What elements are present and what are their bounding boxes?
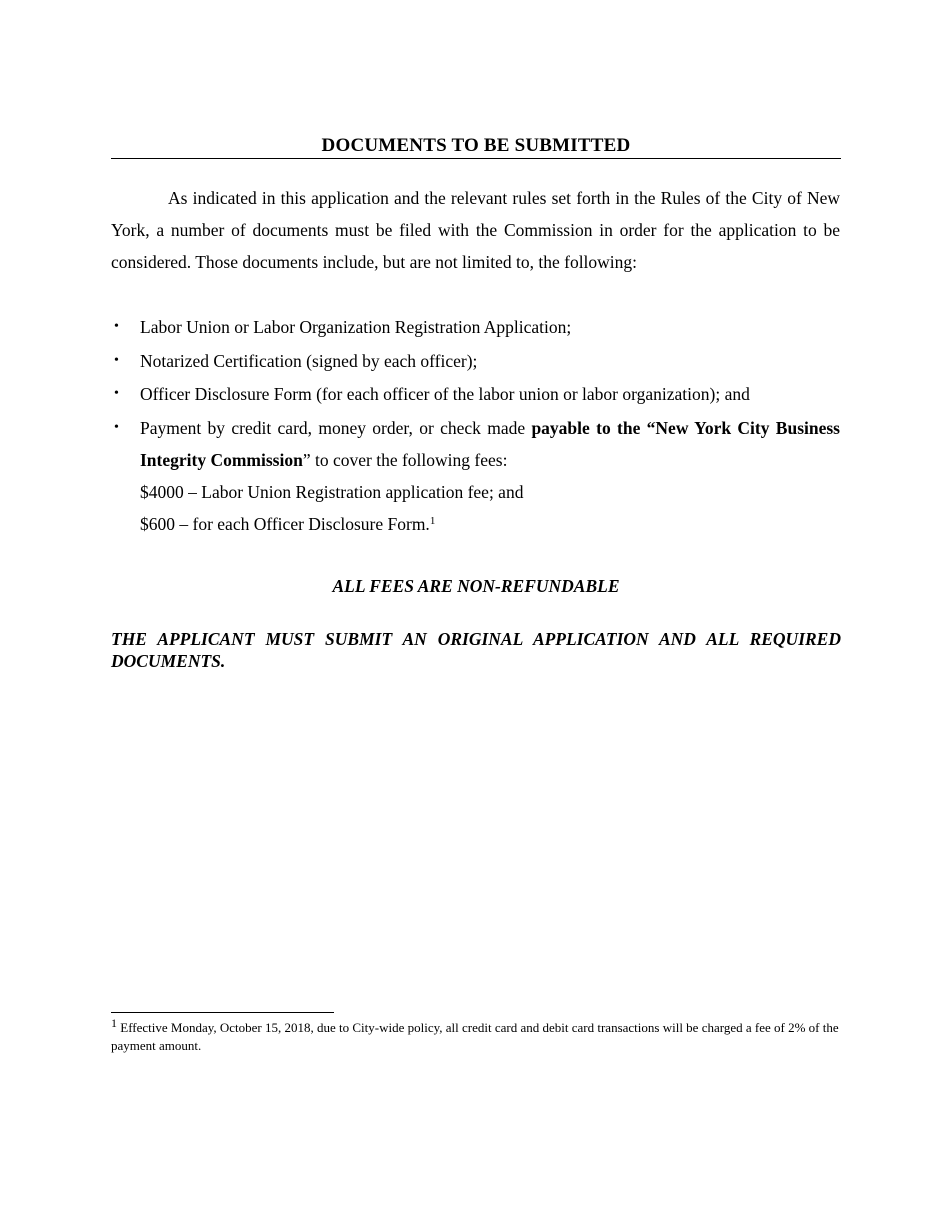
list-item <box>111 345 840 377</box>
bullet-icon: • <box>114 352 119 368</box>
footnote-text: Effective Monday, October 15, 2018, due to City-wide policy, all credit card and debit card transactions will be charged a fee of 2% of the payment amount. <box>111 1020 839 1053</box>
footnote-separator <box>111 1012 334 1013</box>
payment-text-a: Payment by credit card, money order, or check made <box>140 417 532 438</box>
submission-notice: THE APPLICANT MUST SUBMIT AN ORIGINAL APPLICATION AND ALL REQUIRED DOCUMENTS. <box>111 629 841 671</box>
documents-list <box>111 311 840 541</box>
bullet-icon: • <box>114 419 119 435</box>
fee-line-disclosure <box>140 508 840 540</box>
payment-instructions <box>140 412 840 476</box>
footnote <box>111 1016 841 1055</box>
page-title: DOCUMENTS TO BE SUBMITTED <box>321 135 631 156</box>
footnote-marker: 1 <box>111 1016 117 1030</box>
list-item <box>111 311 840 343</box>
footnote-reference: 1 <box>429 514 436 527</box>
list-item <box>111 378 840 410</box>
nonrefundable-notice: ALL FEES ARE NON-REFUNDABLE <box>332 576 620 596</box>
bullet-icon: • <box>114 319 119 334</box>
list-item-text: Notarized Certification (signed by each officer); <box>140 350 478 371</box>
list-item-text: Officer Disclosure Form (for each officer of the labor union or labor organization); and <box>140 384 750 404</box>
payee-name: payable to the “New York City Business Integrity Commission <box>140 417 840 470</box>
intro-paragraph: As indicated in this application and the relevant rules set forth in the Rules of the City of New York, a number of documents must be filed with the Commission in order for the application to be considered. Those documents include, but are not limited to, the following: <box>111 188 840 272</box>
payment-text-b: ” to cover the following fees: <box>302 449 508 470</box>
fee-disclosure-text: $600 – for each Officer Disclosure Form. <box>140 513 430 534</box>
title-underline <box>111 158 841 159</box>
bullet-icon: • <box>114 386 119 401</box>
list-item-text: Labor Union or Labor Organization Registration Application; <box>140 317 572 337</box>
fee-line-registration: $4000 – Labor Union Registration application fee; and <box>140 481 524 502</box>
list-item <box>111 412 840 540</box>
